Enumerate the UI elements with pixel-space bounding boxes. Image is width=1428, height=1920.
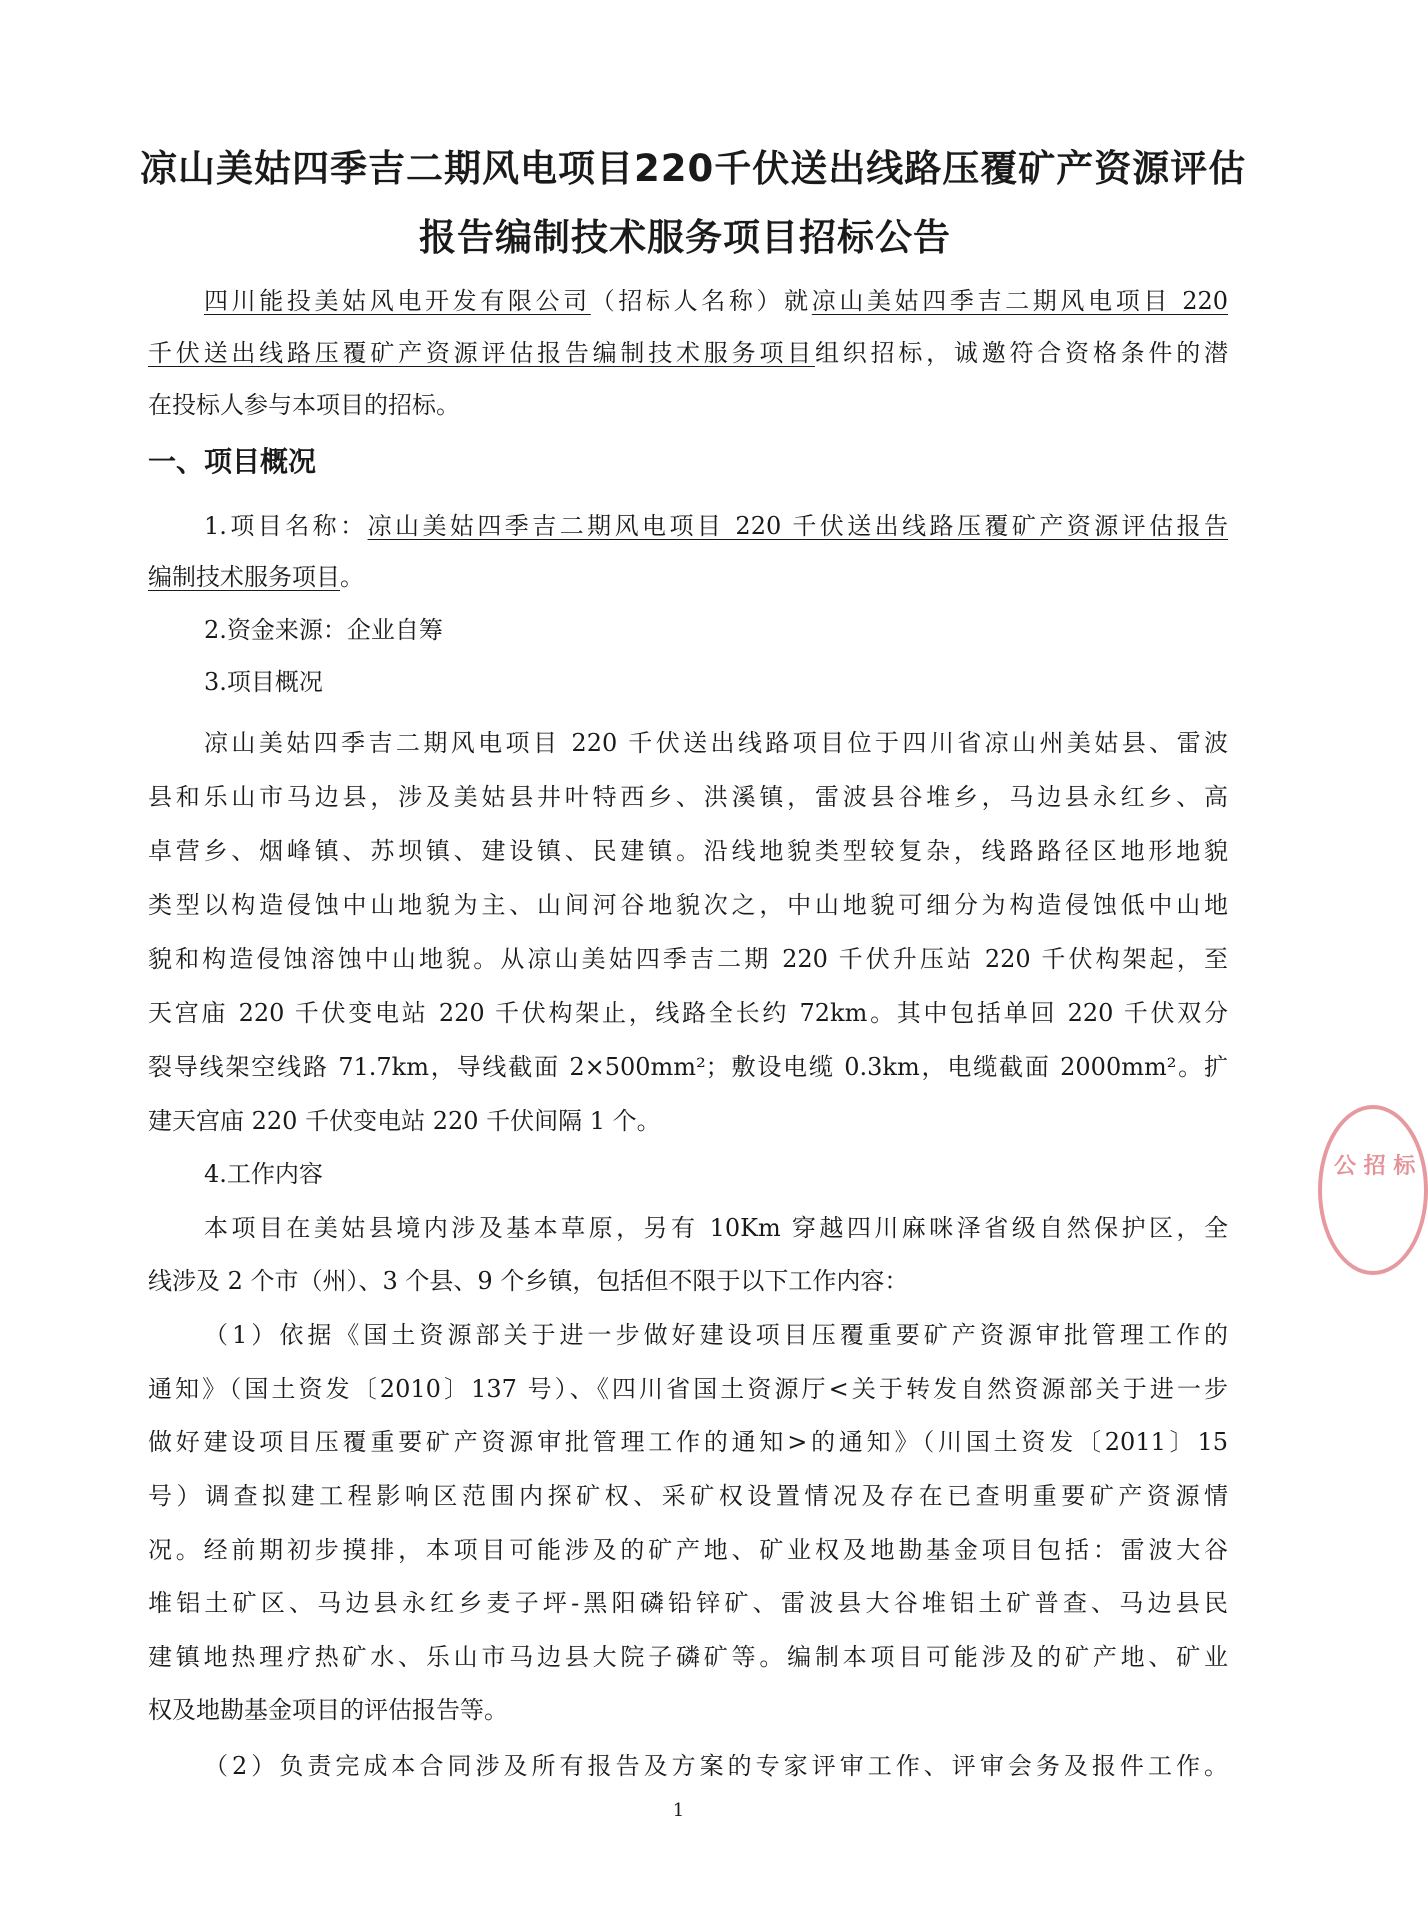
item-4-line: 况。经前期初步摸排，本项目可能涉及的矿产地、矿业权及地勘基金项目包括：雷波大谷 [148,1536,1228,1564]
official-seal: 公 招 标 [1318,1105,1428,1275]
item-1-label: 1.项目名称： [204,512,368,540]
item-3-line: 凉山美姑四季吉二期风电项目 220 千伏送出线路项目位于四川省凉山州美姑县、雷波 [204,729,1228,757]
item-3-line: 貌和构造侵蚀溶蚀中山地貌。从凉山美姑四季吉二期 220 千伏升压站 220 千伏构架起，至 [148,945,1228,973]
section-1-heading: 一、项目概况 [148,445,317,478]
intro-line-2-rest: 组织招标，诚邀符合资格条件的潜 [814,339,1229,367]
item-4-line: （1）依据《国土资源部关于进一步做好建设项目压覆重要矿产资源审批管理工作的 [204,1321,1228,1349]
item-4-line: 堆铝土矿区、马边县永红乡麦子坪-黑阳磷铅锌矿、雷波县大谷堆铝土矿普查、马边县民 [148,1589,1228,1617]
item-4-line: 权及地勘基金项目的评估报告等。 [148,1696,508,1724]
document-title-line-1: 凉山美姑四季吉二期风电项目220千伏送出线路压覆矿产资源评估 [140,147,1247,190]
item-1-end: 。 [340,563,364,591]
project-name-part-2: 千伏送出线路压覆矿产资源评估报告编制技术服务项目 [148,339,815,367]
item-3-heading: 3.项目概况 [204,668,323,696]
item-1-line-1 [148,508,1228,544]
item-3-line: 裂导线架空线路 71.7km，导线截面 2×500mm²；敷设电缆 0.3km，电缆截面 2000mm²。扩 [148,1053,1228,1081]
intro-line-1 [148,283,1228,319]
intro-line-3: 在投标人参与本项目的招标。 [148,391,460,419]
item-4-line: 线涉及 2 个市（州）、3 个县、9 个乡镇，包括但不限于以下工作内容： [148,1267,909,1295]
page-number: 1 [672,1800,685,1821]
item-4-line: 号）调查拟建工程影响区范围内探矿权、采矿权设置情况及存在已查明重要矿产资源情 [148,1482,1228,1510]
item-3-line: 类型以构造侵蚀中山地貌为主、山间河谷地貌次之，中山地貌可细分为构造侵蚀低中山地 [148,891,1228,919]
item-3-line: 天宫庙 220 千伏变电站 220 千伏构架止，线路全长约 72km。其中包括单回 220 千伏双分 [148,999,1228,1027]
item-2-funding-source: 2.资金来源：企业自筹 [204,616,443,644]
item-4-line: 通知》（国土资发〔2010〕137 号）、《四川省国土资源厅<关于转发自然资源部关于进一步 [148,1375,1228,1403]
intro-line-2 [148,335,1228,371]
item-4-heading: 4.工作内容 [204,1160,323,1188]
item-1-project-name-part-2: 编制技术服务项目 [148,563,340,591]
item-4-line: 做好建设项目压覆重要矿产资源审批管理工作的通知>的通知》（川国土资发〔2011〕15 [148,1428,1228,1456]
document-title-line-2: 报告编制技术服务项目招标公告 [419,216,951,259]
item-3-line: 建天宫庙 220 千伏变电站 220 千伏间隔 1 个。 [148,1107,661,1135]
project-name-part-1: 凉山美姑四季吉二期风电项目 220 [811,287,1229,315]
item-1-line-2 [148,559,1228,595]
item-3-line: 县和乐山市马边县，涉及美姑县井叶特西乡、洪溪镇，雷波县谷堆乡，马边县永红乡、高 [148,783,1228,811]
item-4-line: （2）负责完成本合同涉及所有报告及方案的专家评审工作、评审会务及报件工作。 [204,1752,1228,1780]
item-4-line: 本项目在美姑县境内涉及基本草原，另有 10Km 穿越四川麻咪泽省级自然保护区，全 [204,1214,1228,1242]
tenderer-role-note: （招标人名称）就 [590,287,812,315]
item-3-line: 卓营乡、烟峰镇、苏坝镇、建设镇、民建镇。沿线地貌类型较复杂，线路路径区地形地貌 [148,837,1228,865]
item-1-project-name-part-1: 凉山美姑四季吉二期风电项目 220 千伏送出线路压覆矿产资源评估报告 [367,512,1228,540]
item-4-line: 建镇地热理疗热矿水、乐山市马边县大院子磷矿等。编制本项目可能涉及的矿产地、矿业 [148,1643,1228,1671]
tenderer-name: 四川能投美姑风电开发有限公司 [204,287,591,315]
